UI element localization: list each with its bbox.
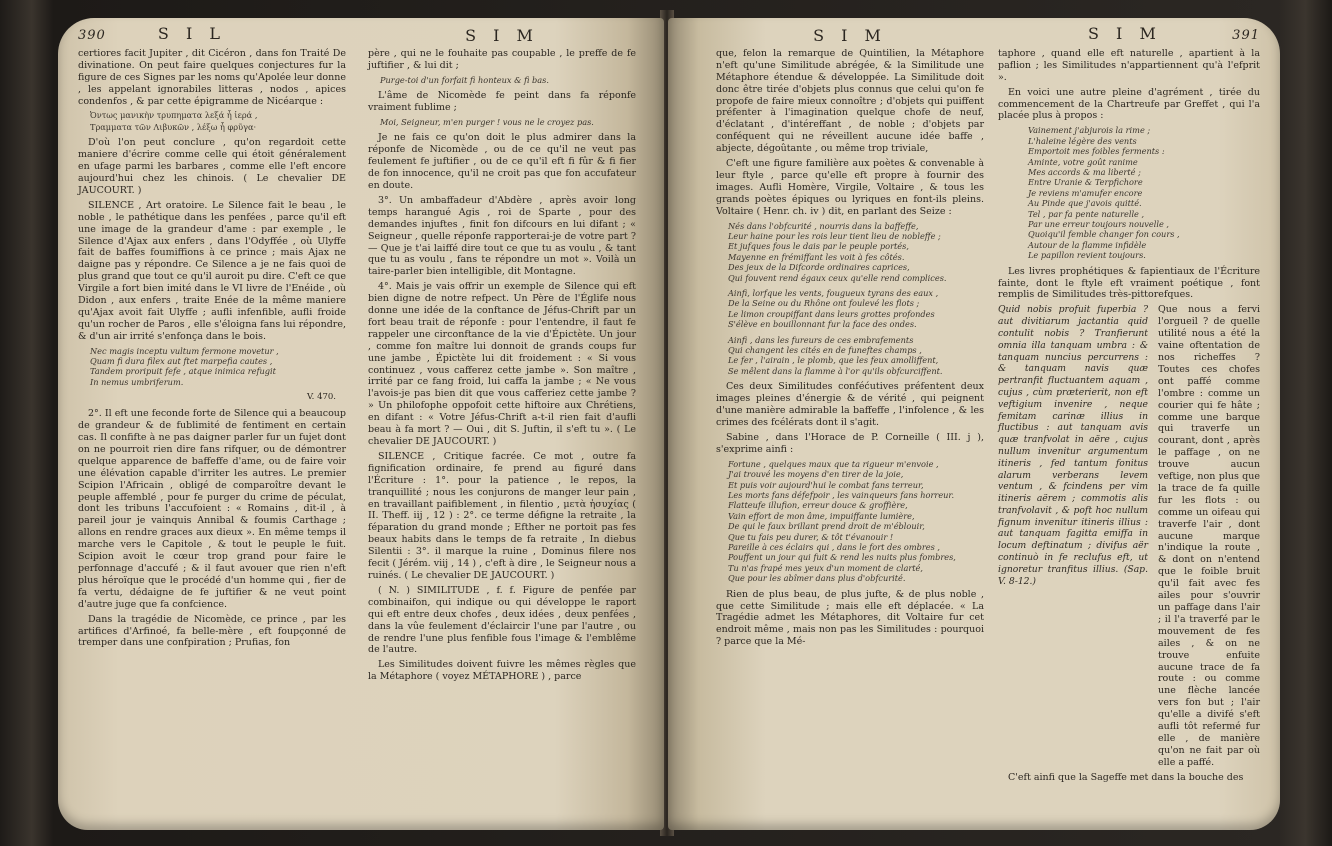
paragraph: 3°. Un ambaffadeur d'Abdère , après avoir long temps harangué Agis , roi de Sparte , pour des demandes injuftes , finit fon difcours en lui difant ; « Seigneur , quelle réponfe rapporterai-je de votre part ? — Que je t'ai laiffé dire tout ce que tu as voulu , & tant que tu as voulu , fans te répondre un mot ». Voilà un taire-parler bien intelligible, dit Montagne. bbox=[368, 194, 636, 278]
verse-block bbox=[728, 335, 984, 377]
right-running-title: S I M bbox=[1088, 24, 1162, 43]
paragraph: Dans la tragédie de Nicomède, ce prince , par les artifices d'Arfinoé, fa belle-mère , eft foupçonné de tremper dans une confpiration ; Prufias, fon bbox=[78, 613, 346, 649]
paragraph: C'eft ainfi que la Sageffe met dans la bouche des bbox=[1008, 771, 1244, 783]
paragraph: Je ne fais ce qu'on doit le plus admirer dans la réponfe de Nicomède , ou de ce qu'il ne veut pas feulement fe juftifier , ou de ce qu'il eft fi fûr & fi fier de fon innocence, qu'il ne croit pas que fon accufateur en doute. bbox=[368, 132, 636, 191]
verse-line: Par une erreur toujours nouvelle , bbox=[1028, 219, 1170, 229]
verse-line: Les morts fans défefpoir , les vainqueurs fans horreur. bbox=[728, 489, 955, 500]
verse-line: J'ai trouvé les moyens d'en tirer de la joie, bbox=[728, 469, 904, 480]
verse-line: Autour de la flamme infidèle bbox=[1028, 239, 1147, 250]
verse-line: Quoiqu'il femble changer fon cours , bbox=[1028, 229, 1180, 240]
verse-line: Moi, Seigneur, m'en purger ! vous ne le croyez pas. bbox=[380, 116, 594, 127]
verse-block bbox=[728, 221, 984, 283]
paragraph: père , qui ne le fouhaite pas coupable , le preffe de fe juftifier , & lui dit ; bbox=[368, 47, 636, 71]
verse-line: Se mêlent dans la flamme à l'or qu'ils obfcurciffent. bbox=[728, 365, 943, 376]
verse-line: Ainfi, lorfque les vents, fougueux tyrans des eaux , bbox=[728, 288, 939, 299]
verse-line: Et jufques fous le dais par le peuple portés, bbox=[728, 241, 909, 252]
verse-line: Le limon croupiffant dans leurs grottes profondes bbox=[728, 308, 935, 319]
verse-line: Au Pinde que j'avois quitté. bbox=[1028, 198, 1142, 209]
paragraph: C'eft une figure familière aux poètes & convenable à leur ftyle , parce qu'elle eft propre à fournir des images. Aufli Homère, Virgile, Voltaire , & tous les grands poètes épiques ou lyriques en font-ils pleins. Voltaire ( Henr. ch. iv ) dit, en parlant des Seize : bbox=[716, 158, 984, 217]
column-head: S I M bbox=[813, 26, 887, 45]
left-page-column-1 bbox=[78, 24, 346, 652]
paragraph: certiores facit Jupiter , dit Cicéron , dans fon Traité De divinatione. On peut faire quelques conjectures fur la figure de ces Signes par les noms qu'Apolée leur donne , les appelant ignorabiles litteras , nodos , apices condenfos , & par cette épigramme de Nicéarque : bbox=[78, 47, 346, 107]
verse-line: Qui fouvent rend égaux ceux qu'elle rend complices. bbox=[728, 272, 947, 283]
verse-line: Fortune , quelques maux que ta rigueur m'envoie , bbox=[728, 458, 939, 469]
verse-line: L'haleine légère des vents bbox=[1028, 135, 1137, 146]
paragraph: Ces deux Similitudes conféćutives préfentent deux images pleines d'énergie & de vérité , qui peignent d'une manière admirable la baffeffe , l'infolence , & les crimes des fcélérats dont il s'agit. bbox=[716, 381, 984, 428]
verse-line: Le fer , l'airain , le plomb, que les feux amolliffent, bbox=[728, 355, 939, 366]
verse-line: Nés dans l'obfcurité , nourris dans la baffeffe, bbox=[728, 220, 919, 231]
verse-line: Quam fi dura filex aut ftet marpefia cautes , bbox=[90, 356, 273, 367]
verse-line: Pouffent un jour qui fuit & rend les nuits plus fombres, bbox=[728, 552, 956, 563]
right-page-column-1 bbox=[716, 28, 984, 651]
verse-line: Emportoit mes foibles ferments : bbox=[1028, 146, 1165, 157]
greek-verse-line: Τραμματα τῶν Λιβυκῶν , λέξω ἦ φρῦγα· bbox=[90, 121, 257, 132]
verse-block bbox=[1028, 125, 1260, 260]
paragraph: D'où l'on peut conclure , qu'on regardoit cette maniere d'écrire comme celle qui étoit généralement en ufage parmi les barbares , comme elle l'eft encore aujourd'hui chez les chinois. ( Le chevalier DE JAUCOURT. ) bbox=[78, 137, 346, 196]
verse-line: Que tu fais peu durer, & tôt t'évanouir ! bbox=[728, 531, 894, 542]
paragraph: En voici une autre pleine d'agrément , tirée du commencement de la Chartreufe par Greffet , qui l'a placée plus à propos : bbox=[998, 86, 1260, 122]
right-running-head bbox=[998, 24, 1260, 43]
entry-silence-critique: SILENCE , Critique facrée. Ce mot , outre fa fignification ordinaire, fe prend au figuré dans l'Écriture : 1°. pour la patience , le repos, la tranquillité ; nous les conjurons de manger leur pain , en travaillant paifiblement , in filentio , μετὰ ἡσυχίας ( II. Theff. iij , 12 ) : 2°. ce terme défigne la retraite , la féparation du grand monde ; Efther ne portoit pas fes beaux habits dans le temps de fa retraite , In diebus Silentii : 3°. il marque la ruine , Dominus filere nos fecit ( Jérém. viij , 14 ) , c'eft à dire , le Seigneur nous a ruinés. ( Le chevalier DE JAUCOURT. ) bbox=[368, 450, 636, 581]
paragraph: L'âme de Nicomède fe peint dans fa réponfe vraiment fublime ; bbox=[368, 90, 636, 114]
verse-line: Mes accords & ma liberté ; bbox=[1028, 166, 1141, 177]
verse-line: Tu n'as frapé mes yeux d'un moment de clarté, bbox=[728, 562, 923, 573]
left-page-number: 390 bbox=[78, 28, 106, 43]
verse-line: Pareille à ces éclairs qui , dans le fort des ombres , bbox=[728, 541, 941, 552]
paragraph: Rien de plus beau, de plus jufte, & de plus noble , que cette Similitude ; mais elle eft déplacée. « La Tragédie admet les Métaphores, dit Voltaire fur cet endroit même , mais non pas les Similitudes : pourquoi ? parce que la Mé- bbox=[716, 588, 984, 648]
paragraph: Les livres prophétiques & fapientiaux de l'Écriture fainte, dont le ftyle eft vraiment poétique , font remplis de Similitudes très-pittorefques. bbox=[998, 265, 1260, 301]
verse-line: Ainfi , dans les fureurs de ces embrafements bbox=[728, 334, 914, 345]
verse-line: In nemus umbriferum. bbox=[90, 376, 184, 387]
latin-text: Quid nobis profuit fuperbia ? aut divitiarum jactantia quid contulit nobis ? Tranfierunt omnia illa tanquam umbra : & tanquam nuncius percurrens : & tanquam navis quæ pertranfit fluctuantem aquam , cujus , cùm præterierit, non eft veftigium invenire , neque femitam carinæ illius in fluctibus : aut tanquam avis quæ tranfvolat in aëre , cujus nullum invenitur argumentum itineris , fed tantum fonitus alarum verberans levem ventum , & fcindens per vim itineris aërem ; commotis alis tranfvolavit , & poft hoc nullum fignum invenitur itineris illius : aut tanquam fagitta emiffa in locum deftinatum ; divifus aër continuò in fe reclufus eft, ut ignoretur tranfitus illius. (Sap. V. 8-12.) bbox=[998, 304, 1148, 587]
left-page-column-2 bbox=[368, 28, 636, 686]
verse-line: Le papillon revient toujours. bbox=[1028, 250, 1146, 261]
verse-block bbox=[90, 346, 346, 388]
verse-line: De qui le faux brillant prend droit de m'éblouir, bbox=[728, 521, 925, 532]
verse-source: V. 470. bbox=[307, 392, 336, 403]
entry-similitude: ( N. ) SIMILITUDE , f. f. Figure de penfée par combinaifon, qui indique ou qui développe le raport qui eft entre deux chofes , deux idées , deux penfées , dans la vûe feulement d'éclaircir l'une par l'autre , ou de rendre l'une plus fenfible fous l'image & l'emblême de l'autre. bbox=[368, 584, 636, 656]
verse-line: Mayenne en frémiffant les voit à fes côtés. bbox=[728, 251, 905, 262]
verse-line: Tel , par fa pente naturelle , bbox=[1028, 208, 1145, 219]
verse-line: Qui changent les cités en de funeftes champs , bbox=[728, 345, 922, 356]
left-page bbox=[58, 18, 664, 830]
verse-line: De la Seine ou du Rhône ont foulevé les flots ; bbox=[728, 298, 920, 309]
verse-line: Vainement j'abjurois la rime ; bbox=[1028, 125, 1151, 136]
paragraph: 2°. Il eft une feconde forte de Silence qui a beaucoup de grandeur & de fublimité de fentiment en certain cas. Il confifte à ne pas daigner parler fur un fujet dont on ne pourroit rien dire fans rifquer, ou de démontrer quelque apparence de baffeffe d'ame, ou de faire voir une élévation capable d'irriter les autres. Le premier Scipion l'Africain , obligé de comparoître devant le peuple affemblé , pour fe purger du crime de péculat, dont les tribuns l'accufoient : « Romains , dit-il , à pareil jour je vainquis Annibal & foumis Carthage ; allons en rendre graces aux dieux ». En même temps il marche vers le Capitole , & tout le peuple le fuit. Scipion avoit le cœur trop grand pour faire le perfonnage d'accufé ; & il faut avouer que rien n'eft plus héroïque que le procédé d'un homme qui , fier de fa vertu, dédaigne de fe juftifier & ne veut point d'autre juge que fa confcience. bbox=[78, 408, 346, 610]
right-page-column-2 bbox=[998, 24, 1260, 787]
verse-block bbox=[728, 459, 984, 584]
verse-line: Nec magis inceptu vultum fermone movetur , bbox=[90, 345, 279, 356]
verse-line: Tandem proripuit fefe , atque inimica refugit bbox=[90, 366, 276, 377]
paragraph: Les Similitudes doivent fuivre les mêmes règles que la Métaphore ( voyez MÉTAPHORE ) , parce bbox=[368, 659, 636, 683]
verse-line: Aminte, votre goût ranime bbox=[1028, 156, 1138, 167]
paragraph: 4°. Mais je vais offrir un exemple de Silence qui eft bien digne de notre refpect. Un Père de l'Églife nous donne une idée de la conftance de Jéfus-Chrift par un fort beau trait de réponfe : pour l'entendre, il faut fe rappeler une circonftance de la vie d'Épictète. Un jour , comme fon maître lui donnoit de grands coups fur une jambe , Épictète lui dit froidement : « Si vous continuez , vous cafferez cette jambe ». Son maître , irrité par ce fang froid, lui caffa la jambe ; « Ne vous l'avois-je pas bien dit que vous cafferiez cette jambe ? » Un philofophe oppofoit cette hiftoire aux Chrétiens, en difant : « Votre Jéfus-Chrift a-t-il rien fait d'aufli beau à fa mort ? — Oui , dit S. Juftin, il s'eft tu ». ( Le chevalier DE JAUCOURT. ) bbox=[368, 281, 636, 447]
right-page bbox=[668, 18, 1280, 830]
column-head: S I M bbox=[465, 26, 539, 45]
paragraph: que, felon la remarque de Quintilien, la Métaphore n'eft qu'une Similitude abrégée, & la Similitude une Métaphore étendue & développée. La Similitude doit donc être tirée d'objets plus connus que celui qu'on fe propofe de faire mieux connoître ; d'objets qui puiffent préfenter à l'imagination quelque chofe de neuf, d'éclatant , d'intéreffant , de noble ; d'objets par conféquent qui ne réveillent aucune idée baffe , abjecte, dégoûtante , ou même trop triviale, bbox=[716, 47, 984, 155]
parallel-text bbox=[998, 304, 1260, 768]
verse-line: Et puis voir aujourd'hui le combat fans terreur, bbox=[728, 479, 924, 490]
verse-line: Des jeux de la Difcorde ordinaires caprices, bbox=[728, 262, 910, 273]
verse-block bbox=[728, 288, 984, 330]
verse-line: Entre Uranie & Terpfichore bbox=[1028, 177, 1143, 188]
left-running-title: S I L bbox=[157, 24, 226, 43]
entry-silence-oratoire: SILENCE , Art oratoire. Le Silence fait le beau , le noble , le pathétique dans les penfées , parce qu'il eft une image de la grandeur d'ame : par exemple , le Silence d'Ajax aux enfers , dans l'Odyffée , où Ulyffe fait de baffes foumiffions à ce prince ; mais Ajax ne daigne pas y répondre. Ce Silence a je ne fais quoi de plus grand que tout ce qu'il auroit pu dire. C'eft ce que Virgile a fort bien imité dans le VI livre de l'Enéide , où Didon , aux enfers , traite Enée de la même maniere qu'Ajax avoit fait Ulyffe ; aufli infenfible, aufli froide qu'un rocher de Paros , elle s'éloigna fans lui répondre, & d'un air irrité s'enfonça dans le bois. bbox=[78, 199, 346, 342]
right-page-number: 391 bbox=[1232, 28, 1260, 43]
verse-line: Flatteufe illufion, erreur douce & groffière, bbox=[728, 500, 908, 511]
verse-line: Purge-toi d'un forfait fi honteux & fi bas. bbox=[380, 74, 549, 85]
verse-line: Leur haine pour les rois leur tient lieu de nobleffe ; bbox=[728, 231, 941, 241]
verse-line: Vain effort de mon âme, impuiffante lumière, bbox=[728, 510, 915, 521]
verse-line: Je reviens m'amufer encore bbox=[1028, 187, 1143, 198]
paragraph: taphore , quand elle eft naturelle , apartient à la paflion ; les Similitudes n'appartiennent qu'à l'efprit ». bbox=[998, 47, 1260, 83]
verse-line: Que pour les abîmer dans plus d'obfcurité. bbox=[728, 573, 906, 584]
left-running-head bbox=[78, 24, 346, 43]
paragraph: Sabine , dans l'Horace de P. Corneille ( III. j ), s'exprime ainfi : bbox=[716, 431, 984, 455]
french-translation: Que nous a fervi l'orgueil ? de quelle utilité nous a été la vaine oftentation de nos richeffes ? Toutes ces chofes ont paffé comme l'ombre : comme un courier qui fe hâte ; comme une barque qui traverfe un courant, dont , après le paffage , on ne trouve aucun veftige, non plus que la trace de fa quille fur les flots : ou comme un oifeau qui traverfe l'air , dont aucune marque n'indique la route , & dont on n'entend que le foible bruit qu'il fait avec fes ailes pour s'ouvrir un paffage dans l'air ; il l'a traverfé par le mouvement de fes ailes , & on ne trouve enfuite aucune trace de fa route : ou comme une flèche lancée vers fon but ; l'air qu'elle a divifé s'eft aufli tôt refermé fur elle , de manière qu'on ne fait par où elle a paffé. bbox=[1158, 304, 1260, 768]
verse-line: S'élève en bouillonnant fur la face des ondes. bbox=[728, 319, 917, 330]
greek-verse-line: Ὀντως μανικὴν τρυπηματα λεξά ἦ ἱερά , bbox=[90, 110, 258, 121]
